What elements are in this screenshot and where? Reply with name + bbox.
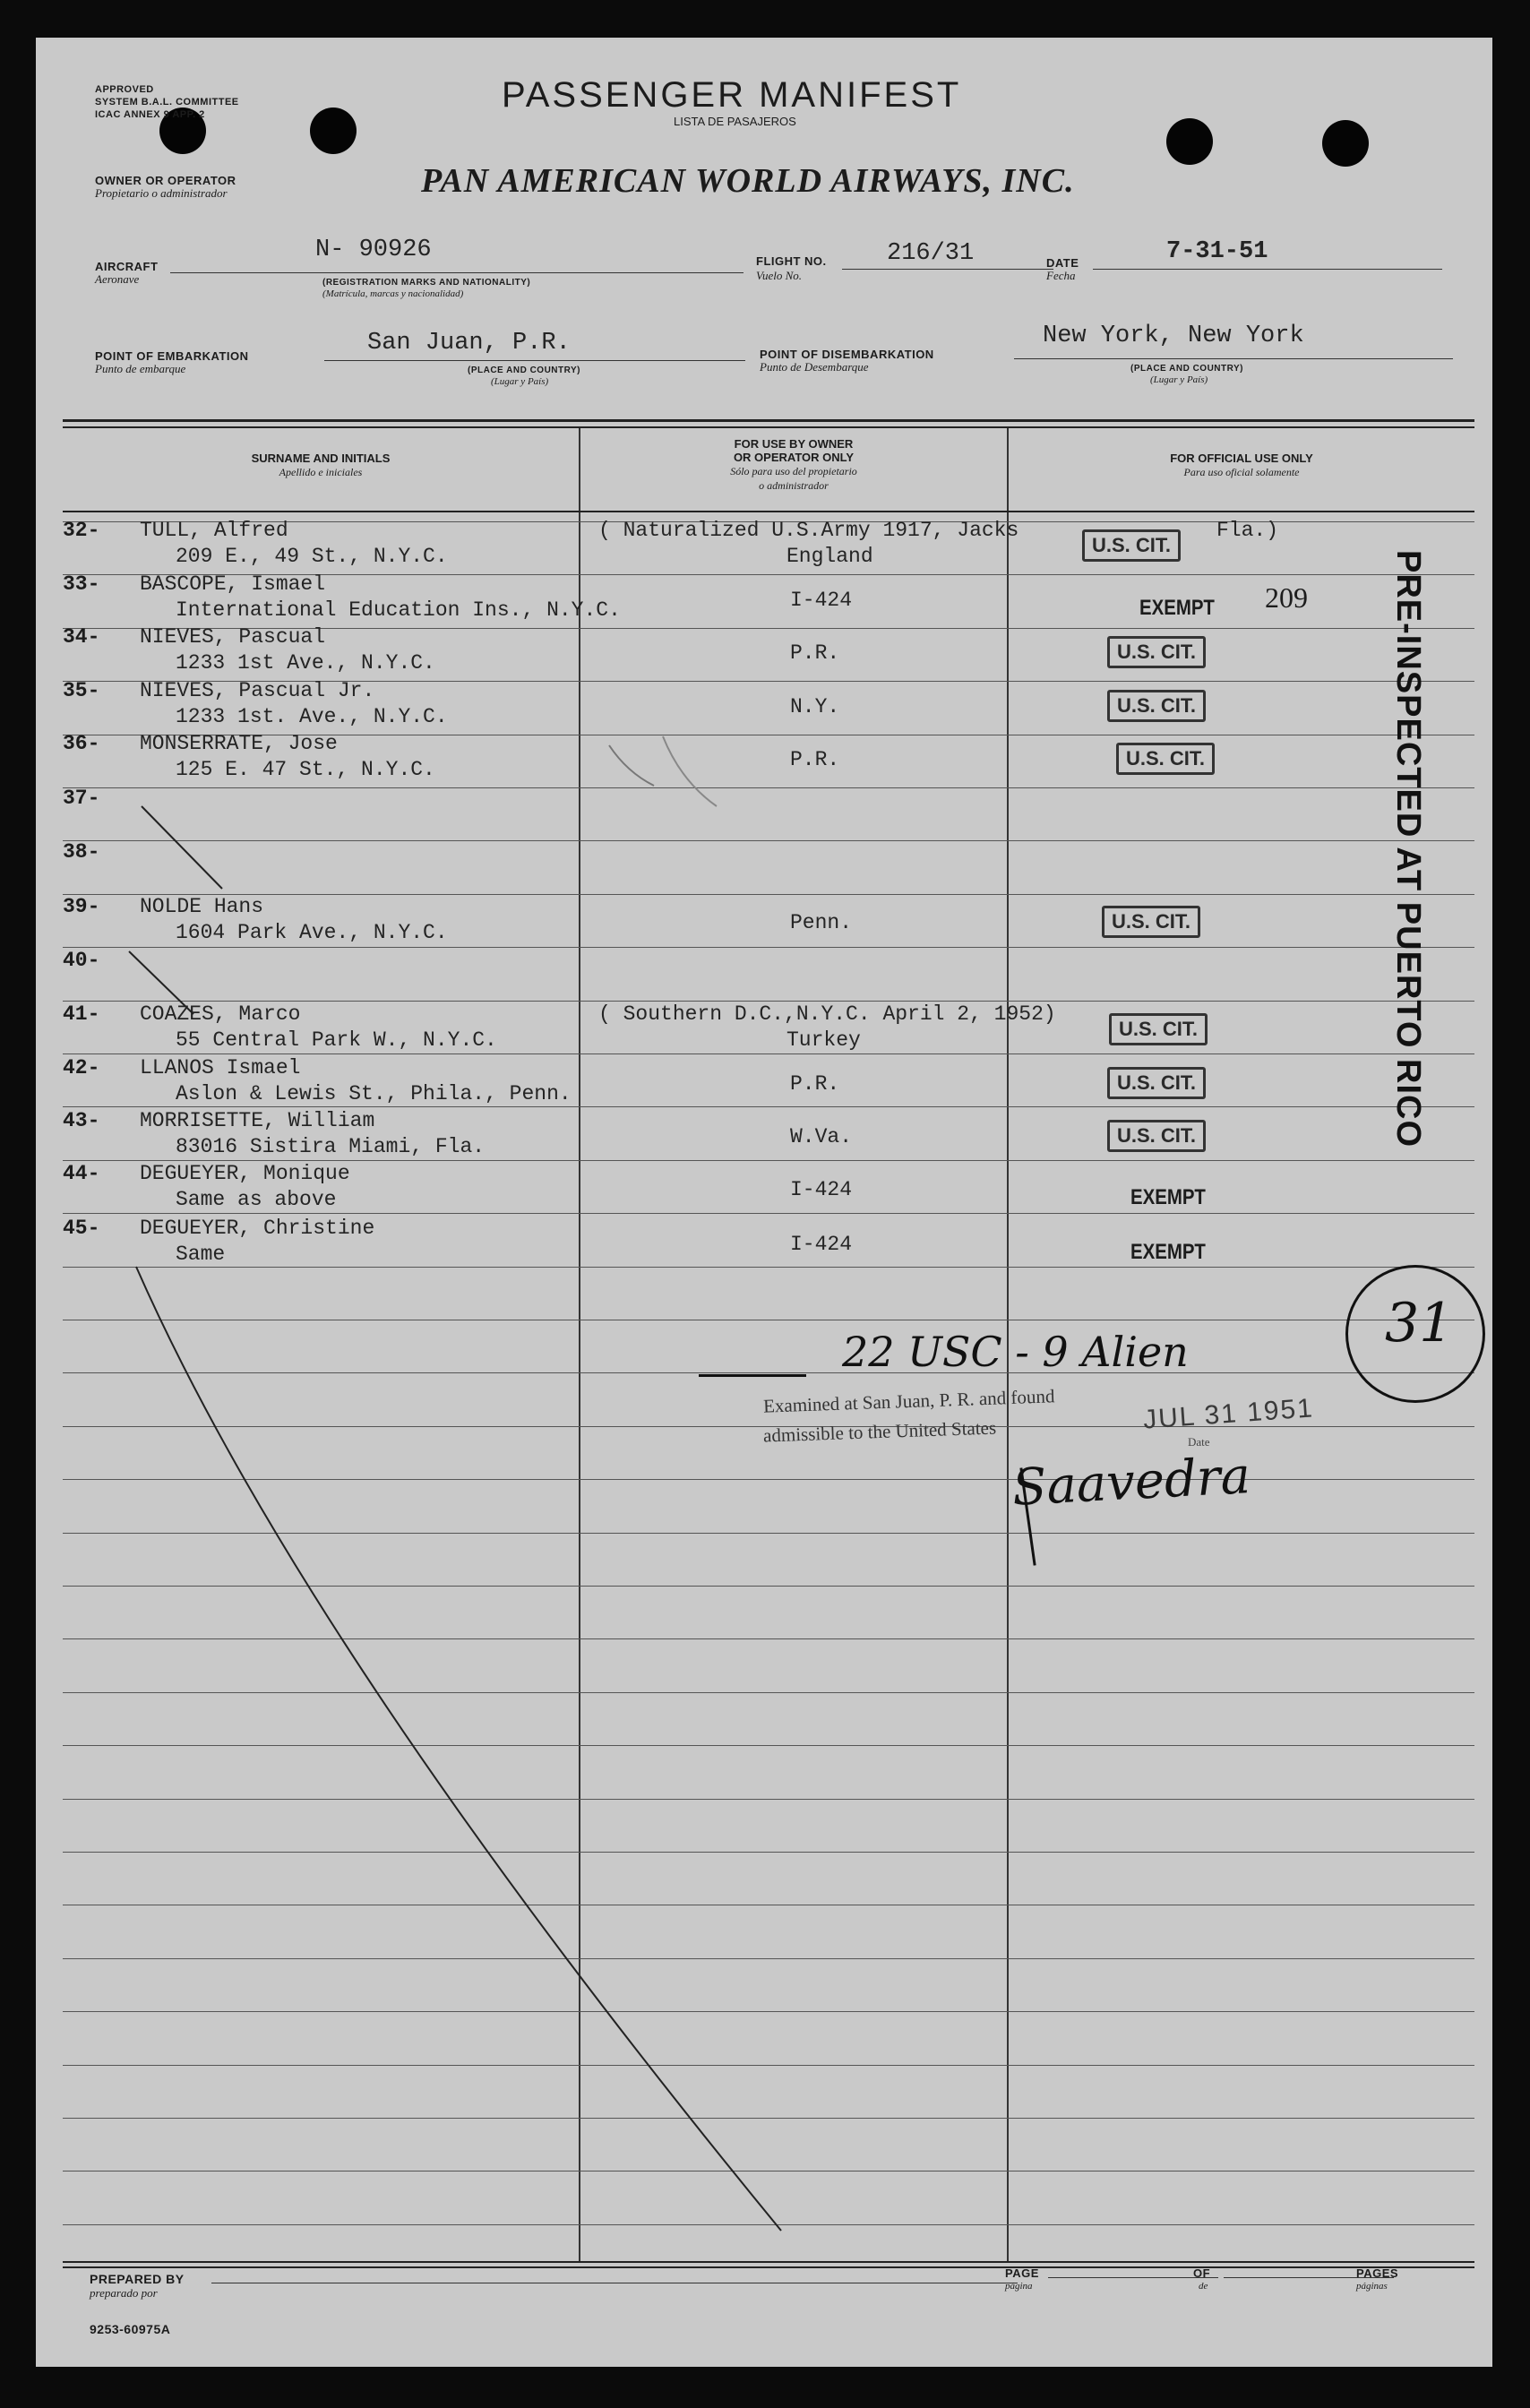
form-number: 9253-60975A bbox=[90, 2322, 171, 2336]
passenger-address: International Education Ins., N.Y.C. bbox=[176, 598, 621, 622]
exempt-stamp: EXEMPT bbox=[1130, 1240, 1206, 1264]
passenger-address: 83016 Sistira Miami, Fla. bbox=[176, 1135, 486, 1158]
exempt-stamp: EXEMPT bbox=[1139, 596, 1215, 620]
owner-use-note: P.R. bbox=[790, 641, 840, 665]
owner-use-note: W.Va. bbox=[790, 1125, 853, 1148]
approval-line: ICAC ANNEX 9 APP. 2 bbox=[95, 109, 205, 120]
date-value: 7-31-51 bbox=[1166, 238, 1268, 265]
owner-use-note: ( Naturalized U.S.Army 1917, Jacks bbox=[598, 519, 1019, 542]
column-header-official-label: FOR OFFICIAL USE ONLY bbox=[1170, 452, 1313, 465]
exam-line2: admissible to the United States bbox=[762, 1416, 997, 1447]
disembark-sub-es: (Lugar y País) bbox=[1150, 374, 1208, 385]
us-citizen-stamp: U.S. CIT. bbox=[1109, 1013, 1208, 1045]
row-number: 45- bbox=[63, 1217, 100, 1240]
exempt-stamp: EXEMPT bbox=[1130, 1185, 1206, 1209]
passenger-name: MONSERRATE, Jose bbox=[140, 732, 338, 755]
exam-line1: Examined at San Juan, P. R. and found bbox=[762, 1385, 1055, 1417]
of-label-es: de bbox=[1199, 2281, 1208, 2292]
date-caption: Date bbox=[1188, 1435, 1210, 1449]
passenger-name: LLANOS Ismael bbox=[140, 1056, 301, 1079]
owner-value: PAN AMERICAN WORLD AIRWAYS, INC. bbox=[421, 162, 1075, 200]
aircraft-sub: (REGISTRATION MARKS AND NATIONALITY) bbox=[322, 278, 531, 288]
column-header-owner-line2: OR OPERATOR ONLY bbox=[733, 451, 855, 464]
passenger-address: 209 E., 49 St., N.Y.C. bbox=[176, 545, 448, 568]
embark-value: San Juan, P.R. bbox=[367, 330, 571, 357]
preinspected-stamp: PRE-INSPECTED AT PUERTO RICO bbox=[1389, 550, 1427, 1148]
owner-use-note-2: England bbox=[786, 545, 873, 568]
passenger-name: TULL, Alfred bbox=[140, 519, 288, 542]
exempt-number: 209 bbox=[1265, 581, 1308, 614]
owner-use-note: Penn. bbox=[790, 911, 853, 934]
passenger-address: 1233 1st. Ave., N.Y.C. bbox=[176, 705, 448, 728]
aircraft-sub-es: (Matrícula, marcas y nacionalidad) bbox=[322, 288, 464, 299]
official-extra-note: Fla.) bbox=[1216, 519, 1279, 542]
disembark-sub: (PLACE AND COUNTRY) bbox=[1130, 364, 1243, 374]
owner-use-note: I-424 bbox=[790, 1233, 853, 1256]
owner-use-note: ( Southern D.C.,N.Y.C. April 2, 1952) bbox=[598, 1002, 1056, 1026]
us-citizen-stamp: U.S. CIT. bbox=[1116, 743, 1215, 775]
passenger-address: Aslon & Lewis St., Phila., Penn. bbox=[176, 1082, 572, 1105]
date-label-es: Fecha bbox=[1046, 269, 1076, 282]
exam-date: JUL 31 1951 bbox=[1142, 1393, 1315, 1435]
row-number: 37- bbox=[63, 787, 100, 810]
column-header-official-es: Para uso oficial solamente bbox=[1183, 466, 1300, 478]
prepared-label-es: preparado por bbox=[90, 2286, 158, 2300]
embark-label: POINT OF EMBARKATION bbox=[95, 349, 249, 363]
owner-use-note: I-424 bbox=[790, 589, 853, 612]
page-label: PAGE bbox=[1005, 2266, 1039, 2280]
row-number: 34- bbox=[63, 625, 100, 649]
document-title-es: LISTA DE PASAJEROS bbox=[674, 115, 796, 128]
column-header-surname-label: SURNAME AND INITIALS bbox=[251, 452, 391, 465]
aircraft-label: AIRCRAFT bbox=[95, 260, 159, 273]
owner-use-note-2: Turkey bbox=[786, 1028, 861, 1052]
embark-sub: (PLACE AND COUNTRY) bbox=[468, 366, 580, 375]
row-number: 43- bbox=[63, 1109, 100, 1132]
date-label: DATE bbox=[1046, 256, 1079, 270]
owner-use-note: I-424 bbox=[790, 1178, 853, 1201]
embark-label-es: Punto de embarque bbox=[95, 362, 186, 375]
disembark-value: New York, New York bbox=[1043, 322, 1304, 349]
officer-signature: Saavedra bbox=[1010, 1447, 1252, 1518]
us-citizen-stamp: U.S. CIT. bbox=[1107, 1067, 1206, 1099]
handwritten-total: 22 USC - 9 Alien bbox=[842, 1328, 1189, 1376]
us-citizen-stamp: U.S. CIT. bbox=[1107, 690, 1206, 722]
passenger-address: Same as above bbox=[176, 1188, 337, 1211]
table-bottom-rule bbox=[63, 2261, 1474, 2263]
passenger-address: 125 E. 47 St., N.Y.C. bbox=[176, 758, 435, 781]
column-header-owner-es2: o administrador bbox=[759, 479, 829, 492]
passenger-name: BASCOPE, Ismael bbox=[140, 572, 326, 596]
table-bottom-rule bbox=[63, 2266, 1474, 2268]
row-number: 39- bbox=[63, 895, 100, 918]
column-header-surname-es: Apellido e iniciales bbox=[279, 466, 363, 478]
approval-line: SYSTEM B.A.L. COMMITTEE bbox=[95, 97, 239, 108]
passenger-address: 1604 Park Ave., N.Y.C. bbox=[176, 921, 448, 944]
prepared-label: PREPARED BY bbox=[90, 2272, 185, 2286]
circled-number-text: 31 bbox=[1385, 1292, 1454, 1354]
row-number: 42- bbox=[63, 1056, 100, 1079]
disembark-label-es: Punto de Desembarque bbox=[760, 360, 869, 374]
pages-label-es: páginas bbox=[1356, 2281, 1388, 2292]
manifest-sheet bbox=[36, 38, 1492, 2367]
row-number: 36- bbox=[63, 732, 100, 755]
approval-line: APPROVED bbox=[95, 84, 154, 95]
of-label: OF bbox=[1193, 2266, 1211, 2280]
column-header-owner-es1: Sólo para uso del propietario bbox=[730, 465, 857, 477]
pages-label: PAGES bbox=[1356, 2266, 1399, 2280]
passenger-name: NIEVES, Pascual bbox=[140, 625, 326, 649]
row-number: 33- bbox=[63, 572, 100, 596]
aircraft-value: N- 90926 bbox=[315, 236, 432, 263]
row-number: 41- bbox=[63, 1002, 100, 1026]
us-citizen-stamp: U.S. CIT. bbox=[1107, 636, 1206, 668]
passenger-name: DEGUEYER, Monique bbox=[140, 1162, 350, 1185]
strike-marks bbox=[36, 38, 1492, 2367]
hand-underline bbox=[699, 1374, 806, 1377]
us-citizen-stamp: U.S. CIT. bbox=[1082, 529, 1181, 562]
disembark-label: POINT OF DISEMBARKATION bbox=[760, 348, 934, 361]
owner-label-es: Propietario o administrador bbox=[95, 186, 228, 200]
row-number: 35- bbox=[63, 679, 100, 702]
flight-label: FLIGHT NO. bbox=[756, 254, 827, 268]
flight-label-es: Vuelo No. bbox=[756, 269, 803, 282]
aircraft-label-es: Aeronave bbox=[95, 272, 140, 286]
passenger-name: NIEVES, Pascual Jr. bbox=[140, 679, 375, 702]
flight-value: 216/31 bbox=[887, 240, 975, 267]
passenger-address: Same bbox=[176, 1243, 226, 1266]
owner-use-note: N.Y. bbox=[790, 695, 840, 718]
embark-sub-es: (Lugar y País) bbox=[491, 376, 549, 387]
row-number: 32- bbox=[63, 519, 100, 542]
passenger-name: MORRISETTE, William bbox=[140, 1109, 375, 1132]
page-label-es: página bbox=[1005, 2281, 1033, 2292]
column-header-owner-line1: FOR USE BY OWNER bbox=[734, 437, 854, 451]
us-citizen-stamp: U.S. CIT. bbox=[1107, 1120, 1206, 1152]
owner-use-note: P.R. bbox=[790, 1072, 840, 1096]
document-title: PASSENGER MANIFEST bbox=[502, 75, 962, 115]
passenger-name: NOLDE Hans bbox=[140, 895, 264, 918]
passenger-address: 55 Central Park W., N.Y.C. bbox=[176, 1028, 497, 1052]
passenger-name: COAZES, Marco bbox=[140, 1002, 301, 1026]
us-citizen-stamp: U.S. CIT. bbox=[1102, 906, 1200, 938]
passenger-name: DEGUEYER, Christine bbox=[140, 1217, 375, 1240]
row-number: 44- bbox=[63, 1162, 100, 1185]
owner-label: OWNER OR OPERATOR bbox=[95, 174, 236, 187]
row-number: 40- bbox=[63, 949, 100, 972]
row-number: 38- bbox=[63, 840, 100, 864]
owner-use-note: P.R. bbox=[790, 748, 840, 771]
passenger-address: 1233 1st Ave., N.Y.C. bbox=[176, 651, 435, 675]
